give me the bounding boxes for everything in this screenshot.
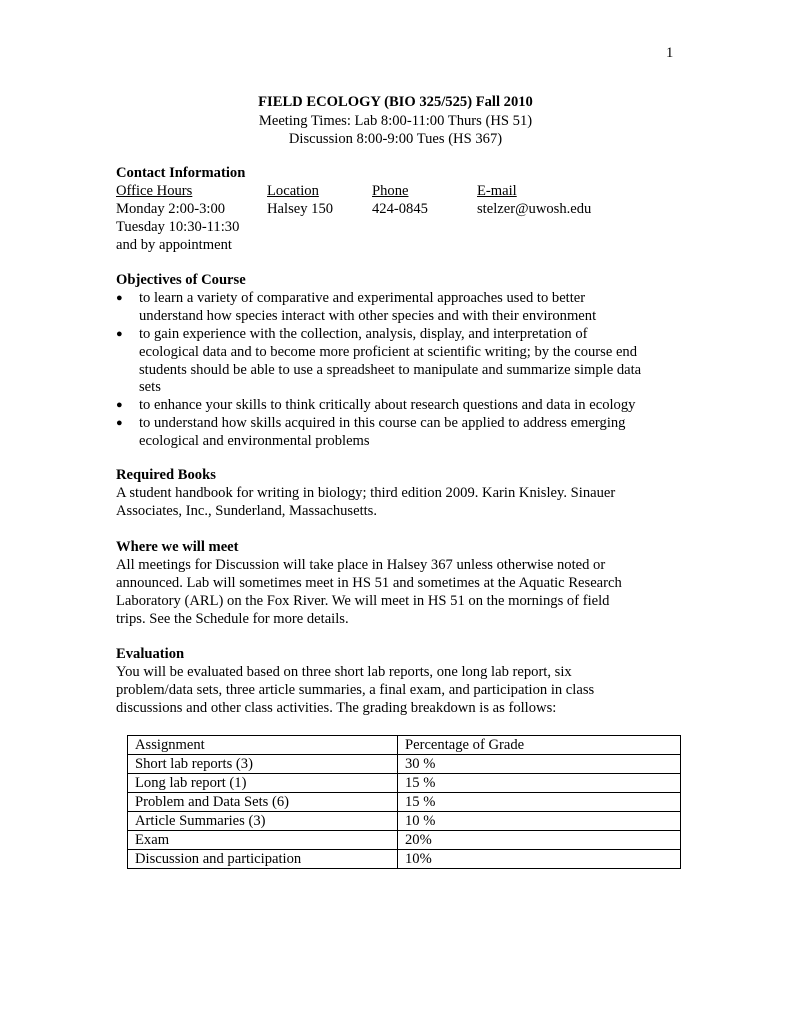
- books-section: [116, 467, 686, 521]
- document-header: [0, 94, 791, 150]
- assignment-cell: Short lab reports (3): [128, 755, 398, 774]
- bullet-icon: ●: [116, 399, 123, 412]
- books-heading: Required Books: [116, 467, 216, 483]
- assignment-cell: Problem and Data Sets (6): [128, 793, 398, 812]
- percentage-cell: 20%: [398, 831, 681, 850]
- objective-line: to learn a variety of comparative and experimental approaches used to better: [139, 289, 586, 306]
- evaluation-line: discussions and other class activities. The grading breakdown is as follows:: [116, 699, 557, 716]
- col-phone: Phone: [372, 182, 409, 199]
- table-row: [128, 774, 681, 793]
- meeting-times: Meeting Times: Lab 8:00-11:00 Thurs (HS 51): [258, 112, 533, 129]
- meet-line: trips. See the Schedule for more details.: [116, 610, 349, 627]
- table-row: [128, 831, 681, 850]
- page-number: 1: [666, 45, 674, 61]
- evaluation-heading: Evaluation: [116, 646, 185, 662]
- evaluation-line: You will be evaluated based on three short lab reports, one long lab report, six: [116, 663, 572, 680]
- assignment-cell: Discussion and participation: [128, 850, 398, 869]
- email-value: stelzer@uwosh.edu: [477, 200, 592, 217]
- col-office-hours: Office Hours: [116, 182, 193, 199]
- meet-line: announced. Lab will sometimes meet in HS 51 and sometimes at the Aquatic Research: [116, 574, 622, 591]
- table-header-row: [128, 736, 681, 755]
- contact-heading: Contact Information: [116, 165, 246, 181]
- objective-line: ecological and environmental problems: [139, 433, 370, 450]
- meet-heading: Where we will meet: [116, 539, 239, 555]
- bullet-icon: ●: [116, 291, 123, 304]
- objective-item: [116, 290, 686, 326]
- header-assignment: Assignment: [128, 736, 398, 755]
- meet-section: [116, 539, 686, 629]
- meet-line: All meetings for Discussion will take place in Halsey 367 unless otherwise noted or: [116, 556, 606, 573]
- percentage-cell: 10 %: [398, 812, 681, 831]
- objective-line: sets: [139, 379, 161, 396]
- table-row: [128, 850, 681, 869]
- table-row: [128, 793, 681, 812]
- objective-item: [116, 326, 686, 398]
- bullet-icon: ●: [116, 327, 123, 340]
- assignment-cell: Exam: [128, 831, 398, 850]
- table-row: [128, 755, 681, 774]
- objective-item: [116, 415, 686, 451]
- contact-section: [0, 165, 791, 254]
- objectives-heading: Objectives of Course: [116, 272, 246, 288]
- evaluation-section: [116, 646, 686, 718]
- books-line: A student handbook for writing in biology; third edition 2009. Karin Knisley. Sinauer: [116, 484, 616, 501]
- objectives-section: [116, 272, 686, 451]
- office-hours-line: and by appointment: [116, 236, 232, 253]
- discussion-times: Discussion 8:00-9:00 Tues (HS 367): [288, 131, 503, 147]
- objective-line: to enhance your skills to think critically about research questions and data in ecology: [139, 397, 636, 414]
- percentage-cell: 15 %: [398, 793, 681, 812]
- office-hours-line: Tuesday 10:30-11:30: [116, 218, 240, 235]
- grading-table: [127, 735, 681, 869]
- objective-line: understand how species interact with other species and with their environment: [139, 307, 597, 324]
- header-percentage: Percentage of Grade: [398, 736, 681, 755]
- phone-value: 424-0845: [372, 200, 428, 217]
- col-location: Location: [267, 182, 319, 199]
- location-value: Halsey 150: [267, 200, 334, 217]
- objective-line: students should be able to use a spreadsheet to manipulate and summarize simple data: [139, 361, 642, 378]
- col-email: E-mail: [477, 182, 517, 199]
- assignment-cell: Article Summaries (3): [128, 812, 398, 831]
- objective-line: to gain experience with the collection, analysis, display, and interpretation of: [139, 325, 588, 342]
- objective-line: ecological data and to become more proficient at scientific writing; by the course end: [139, 343, 638, 360]
- books-line: Associates, Inc., Sunderland, Massachusetts.: [116, 502, 378, 519]
- percentage-cell: 10%: [398, 850, 681, 869]
- percentage-cell: 15 %: [398, 774, 681, 793]
- objective-item: [116, 397, 686, 415]
- course-title: FIELD ECOLOGY (BIO 325/525) Fall 2010: [258, 94, 533, 110]
- office-hours-line: Monday 2:00-3:00: [116, 200, 226, 217]
- bullet-icon: ●: [116, 417, 123, 430]
- meet-line: Laboratory (ARL) on the Fox River. We will meet in HS 51 on the mornings of field: [116, 592, 610, 609]
- evaluation-line: problem/data sets, three article summaries, a final exam, and participation in class: [116, 681, 595, 698]
- objective-line: to understand how skills acquired in this course can be applied to address emerging: [139, 415, 626, 432]
- percentage-cell: 30 %: [398, 755, 681, 774]
- objectives-list: [116, 290, 686, 451]
- assignment-cell: Long lab report (1): [128, 774, 398, 793]
- table-row: [128, 812, 681, 831]
